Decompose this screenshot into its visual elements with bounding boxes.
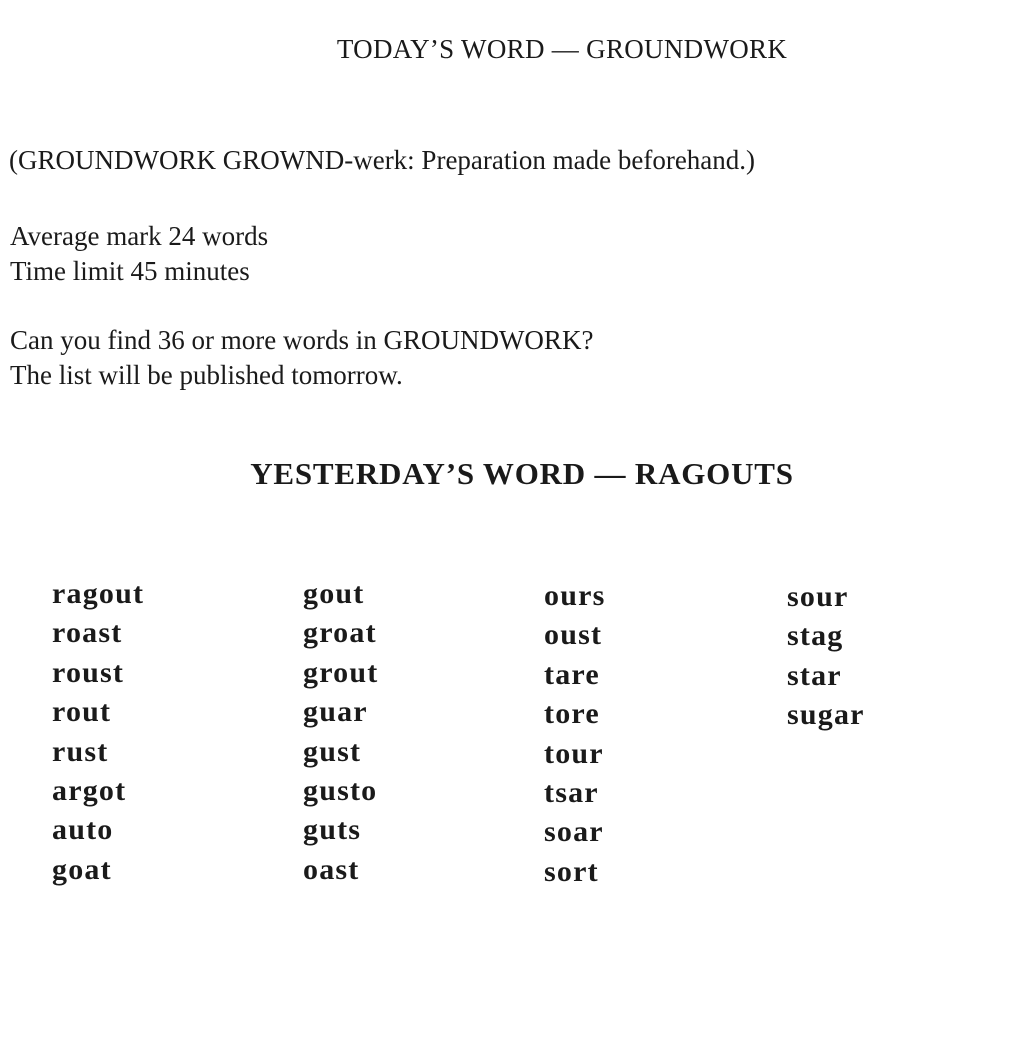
word: tare	[544, 657, 600, 691]
word-column-4	[787, 577, 865, 735]
word: sugar	[787, 698, 865, 732]
word: ours	[544, 579, 606, 612]
word: guts	[303, 813, 362, 847]
word: tore	[544, 697, 600, 731]
word: star	[787, 658, 842, 692]
word: roast	[52, 616, 123, 650]
word: roust	[52, 655, 125, 689]
word: gout	[303, 577, 365, 610]
word: groat	[303, 616, 377, 650]
word: ragout	[52, 577, 145, 610]
average-mark: Average mark 24 words	[10, 221, 269, 251]
word: goat	[52, 852, 112, 886]
challenge-question: Can you find 36 or more words in GROUNDWORK?	[10, 325, 594, 355]
word-column-2	[303, 574, 378, 889]
word-column-1	[52, 574, 144, 889]
word: tour	[544, 736, 604, 770]
todays-word-title: TODAY’S WORD — GROUNDWORK	[336, 34, 788, 64]
word: sour	[787, 580, 849, 613]
word: rout	[52, 695, 112, 729]
word: oast	[303, 852, 360, 886]
word: tsar	[544, 775, 599, 809]
time-limit: Time limit 45 minutes	[10, 256, 250, 286]
yesterdays-word-title: YESTERDAY’S WORD — RAGOUTS	[250, 456, 794, 491]
word: oust	[544, 618, 603, 652]
word: rust	[52, 734, 109, 768]
word-column-3	[544, 576, 605, 891]
word: stag	[787, 619, 844, 653]
word: sort	[544, 854, 599, 888]
definition: (GROUNDWORK GROWND-werk: Preparation made beforehand.)	[9, 145, 756, 175]
word: auto	[52, 813, 114, 847]
word: gusto	[303, 773, 378, 807]
word: argot	[52, 773, 127, 807]
word: guar	[303, 695, 368, 729]
publish-note: The list will be published tomorrow.	[10, 360, 403, 390]
word: grout	[303, 655, 379, 689]
word: gust	[303, 734, 362, 768]
word: soar	[544, 815, 604, 849]
